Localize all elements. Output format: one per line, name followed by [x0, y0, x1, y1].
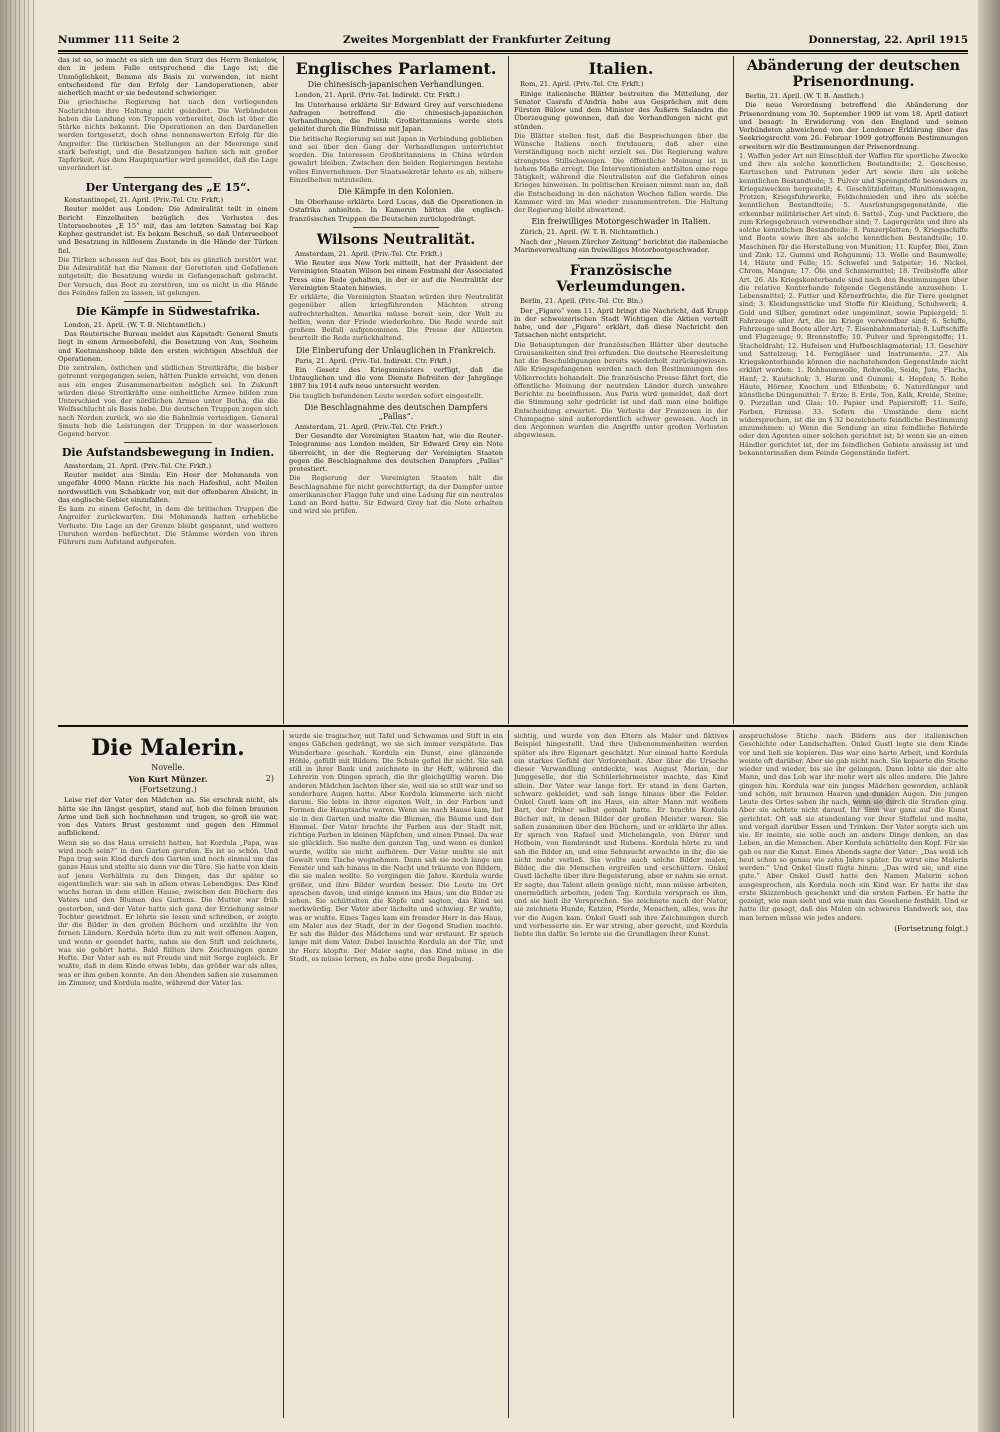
filler-text: Er erklärte, die Vereinigten Staaten würden ihre Neutralität gegenüber allen kriegführenden Mächten streng aufrechterhalten. Amerika müsse bereit sein, der Welt zu helfen, wenn der Friede wiederkehre. Die Rede wurde mit großem Beifall aufgenommen. Die Presse der Alliierten beurteilt die Rede zurückhaltend. [289, 293, 503, 343]
dateline: Amsterdam, 21. April. (Priv.-Tel. Ctr. Frkft.) [295, 249, 443, 258]
article-body: Reuter meldet aus London: Die Admiralität teilt in einem Bericht Einzelheiten bezüglich des Verlustes des Unterseebootes „E 15“ mit, das am letzten Samstag bei Kap Kephez gestrandet ist. Es bekam Beschuß, so daß Unterseeboot und Besatzung in hilflosem Zustande in die Hände der Türken fiel. [58, 205, 278, 255]
filler-text: Wenn sie so das Haus erreicht hatten, hat Kordula „Papa, was wird noch sein?“ in den Garten gerufen. Es ist so schön. Und Papa trug sein Kind durch den Garten und noch einmal um das ganze Haus und stellte sie dann vor die Türe. Sie hatte von klein auf jenes Verhältnis zu den Dingen, das ihr später so eigentümlich war: sie sah in allem etwas Lebendiges. Das Kind wuchs heran in dem stillen Hause, zwischen den Büchern des Vaters und den Blumen des Gartens. Die Mutter war früh gestorben, und der Vater hatte sich ganz der Erziehung seiner Tochter gewidmet. Er lehrte sie lesen und schreiben, er zeigte ihr die Bilder in den großen Büchern und erzählte ihr von fernen Ländern. Kordula hörte ihm zu mit weit offenen Augen, und wenn er geendet hatte, nahm sie den Stift und zeichnete, was sie gehört hatte. Bald füllten ihre Zeichnungen ganze Hefte. Der Vater sah es mit Freude und mit Sorge zugleich. Er wußte, daß in dem Kinde etwas lebte, das größer war als alles, was er ihm geben konnte. An den Abenden saßen sie zusammen im Zimmer, und Kordula malte, während der Vater las. [58, 838, 278, 987]
filler-text: Die Regierung der Vereinigten Staaten hält die Beschlagnahme für nicht gerechtfertigt, da der Dampfer unter amerikanischer Flagge fuhr und eine Ladung für ein neutrales Land an Bord hatte. Sir Edward Grey hat die Note erhalten und wird sie prüfen. [289, 474, 503, 516]
continuation-note: (Fortsetzung.) [139, 785, 197, 795]
column-divider [283, 730, 284, 1418]
filler-text: Es kam zu einem Gefecht, in dem die britischen Truppen die Angreifer zurückwarfen. Die Mohmands hatten erhebliche Verluste. Die Lage an der Grenze bleibt gespannt, und weitere Unruhen werden befürchtet. Die Stämme werden von ihren Führern zum Aufstand aufgerufen. [58, 505, 278, 547]
column-divider [508, 730, 509, 1418]
section-separator [353, 227, 439, 228]
headline-e15: Der Untergang des „E 15“. [85, 180, 251, 194]
novella-title: Die Malerin. [91, 735, 245, 761]
filler-text: 1. Waffen jeder Art mit Einschluß der Waffen für sportliche Zwecke und ihre als solche kenntlichen Bestandteile; 2. Geschosse, Kartuschen und Patronen jeder Art sowie ihre als solche kenntlichen Bestandteile; 3. Pulver und Sprengstoffe besonders zu Kriegszwecken hergestellt; 4. Geschützlafetten, Munitionswagen, Protzen, Kriegsfuhrwerke, Feldschmieden und ihre als solche kenntlichen Bestandteile; 5. Ausrüstungsgegenstände, die erkennbar militärischer Art sind; 6. Sattel-, Zug- und Packtiere, die zum Kriegsgebrauch verwendbar sind; 7. Lagergeräte und ihre als solche kenntlichen Bestandteile; 8. Panzerplatten; 9. Kriegsschiffe und Boote sowie ihre als solche kenntlichen Bestandteile; 10. Maschinen für die Herstellung von Munition; 11. Kupfer, Blei, Zinn und Zink; 12. Gummi und Rohgummi; 13. Wolle und Baumwolle; 14. Häute und Felle; 15. Schwefel und Salpeter; 16. Nickel, Chrom, Mangan; 17. Öle und Schmiermittel; 18. Treibstoffe aller Art. 26. Als Kriegskonterbande sind nach den Bestimmungen über die relative Konterbande folgende Gegenstände anzusehen: 1. Lebensmittel; 2. Futter und Körnerfrüchte, die für Tiere geeignet sind; 3. Kleidungsstücke und Stoffe für Kleidung, Schuhwerk; 4. Gold und Silber, gemünzt oder ungemünzt, sowie Papiergeld; 5. Fahrzeuge aller Art, die im Kriege verwendbar sind; 6. Schiffe, Fahrzeuge und Boote aller Art; 7. Eisenbahnmaterial; 8. Luftschiffe und Flugzeuge; 9. Brennstoffe; 10. Pulver und Sprengstoffe; 11. Stacheldraht; 12. Hufeisen und Hufbeschlagmaterial; 13. Geschirr und Sattelzeug; 14. Ferngläser und Instrumente. 27. Als Kriegskonterbande können die nachstehenden Gegenstände nicht erklärt werden: 1. Rohbaumwolle, Rohwolle, Seide, Jute, Flachs, Hanf; 2. Kautschuk; 3. Harze und Gummi; 4. Hopfen; 5. Rohe Häute, Hörner, Knochen und Elfenbein; 6. Naturdünger und künstliche Düngemittel; 7. Erze; 8. Erde, Ton, Kalk, Kreide, Steine; 9. Porzellan und Glas; 10. Papier und Papierstoff; 11. Seife, Farben, Firnisse. 33. Sofern die Umstände dem nicht widersprechen, ist die im § 32 bezeichnete feindliche Bestimmung anzunehmen: a) Wenn die Sendung an eine feindliche Behörde oder den Agenten einer solchen gerichtet ist; b) wenn sie an einen Händler gerichtet ist, der im feindlichen Gebiete ansässig ist und bekanntermaßen dem Feinde Gegenstände liefert. [739, 151, 968, 457]
filler-text: Die Behauptungen der französischen Blätter über deutsche Grausamkeiten sind frei erfunden. Die deutsche Heeresleitung hat die Beschuldigungen bereits wiederholt zurückgewiesen. Alle Kriegsgefangenen werden nach den Bestimmungen des Völkerrechts behandelt. Die französische Presse fährt fort, die öffentliche Meinung der neutralen Länder durch unwahre Berichte zu beeinflussen. Aus Paris wird gemeldet, daß dort die Stimmung sehr gedrückt ist und daß man eine baldige Entscheidung erwartet. Die Verluste der Franzosen in der Champagne sind außerordentlich schwer gewesen. Auch in den Argonnen wurden die Angriffe unter großen Verlusten abgewiesen. [514, 340, 728, 440]
to-be-continued: (Fortsetzung folgt.) [894, 923, 968, 933]
headline-italien: Italien. [588, 59, 654, 78]
dateline: Berlin, 21. April. (W. T. B. Amtlich.) [745, 92, 864, 101]
column-2 [289, 56, 503, 722]
headline-wilson: Wilsons Neutralität. [316, 231, 476, 248]
lead-paragraph: das ist so, so macht es sich um den Sturz des Herrn Benkelow, den in jedem Falle entsprechend die Lage ist; die Unmöglichkeit, Bemmo als Basis zu verwenden, ist nicht entscheidend für den Erfolg der Landoperationen, aber sicherlich macht er sie bedeutend schwieriger. [58, 56, 278, 97]
feuilleton-rule [58, 725, 968, 727]
article-body: Der „Figaro“ vom 11. April bringt die Nachricht, daß Krupp in der schweizerischen Stadt Wichtigen die Aktien verteilt habe, und der „Figaro“ erklärt, daß diese Nachricht den Tatsachen nicht entspricht. [514, 306, 728, 340]
article-body: Reuter meldet aus Simla: Ein Heer der Mohmands von ungefähr 4000 Mann rückte bis nach Hafeshul, acht Meilen nordwestlich von Schabkadr vor, mit der offenbaren Absicht, in das englische Gebiet einzufallen. [58, 471, 278, 504]
headline-indien: Die Aufstandsbewegung in Indien. [61, 446, 275, 460]
subheadline: Die Kämpfe in den Kolonien. [338, 187, 454, 197]
subheadline: Die Beschlagnahme des deutschen Dampfers „Pallas“. [304, 402, 488, 421]
dateline: London, 21. April. (W. T. B. Nichtamtlich.) [64, 320, 206, 329]
feuilleton-column-2 [289, 732, 503, 1418]
headline-parlament: Englisches Parlament. [295, 59, 497, 78]
filler-text: sichtig, und wurde von den Eltern als Maler und fiktives Beispiel hingestellt. Und ihre Unbenommenheiten wurden später als ihre Eigenart geschätzt. Nur einmal hatte Kordula ein starkes Gefühl der Verlorenheit. Aber über die Ursache dieser Verwandlung entdeckte, was August Merian, der Junggeselle, der die Schülerlehrmeister machte, das Kind allein. Der Vater war lange fort. Er stand in dem Garten, schwarz gekleidet, und sah lange hinaus über die Felder. Onkel Gustl kam oft ins Haus, ein alter Mann mit weißem Bart, der früher selbst gemalt hatte. Er brachte Kordula Bücher mit, in denen Bilder der großen Meister waren. Sie saßen zusammen über den Büchern, und er erklärte ihr alles. Er sprach von Rafael und Michelangelo, von Dürer und Holbein, von Rembrandt und Rubens. Kordula hörte zu und sah die Bilder an, und eine Sehnsucht erwachte in ihr, die sie nicht mehr verließ. Sie wollte auch solche Bilder malen, Bilder, die die Menschen ergreifen und erschüttern. Onkel Gustl lächelte über ihre Begeisterung, aber er nahm sie ernst. Er sagte, das Talent allein genüge nicht, man müsse arbeiten, unermüdlich arbeiten, jeden Tag. Kordula versprach es ihm, und sie hielt ihr Versprechen. Sie zeichnete nach der Natur, sie zeichnete Hunde, Katzen, Pferde, Menschen, alles, was ihr vor die Augen kam. Onkel Gustl sah ihre Zeichnungen durch und verbesserte sie. Er war streng, aber gerecht, und Kordula liebte ihn dafür. So lernte sie die Grundlagen ihrer Kunst. [514, 732, 728, 938]
page-edge [978, 0, 1000, 1432]
column-divider [733, 730, 734, 1418]
dateline: Amsterdam, 21. April. (Priv.-Tel. Ctr. Frkft.) [295, 422, 443, 431]
dateline: London, 21. April. (Priv.-Tel. Indirekt. Ctr. Frkft.) [295, 91, 460, 100]
column-1 [58, 56, 278, 722]
article-body: Der Gesandte der Vereinigten Staaten hat, wie die Reuter-Telegramme aus London melden, Sir Edward Grey ein Note überreicht, in der die Regierung der Vereinigten Staaten gegen die Beschlagnahme des deutschen Dampfers „Pallas“ protestiert. [289, 432, 503, 474]
feuilleton-column-4 [739, 732, 968, 1418]
filler-text: Die griechische Regierung hat nach den vorliegenden Nachrichten ihre Haltung nicht geändert. Die Verbündeten haben die Landung von Truppen vorbereitet, doch ist über die Stärke nichts bekannt. Die Operationen an den Dardanellen werden fortgesetzt, doch ohne nennenswerten Erfolg für die Angreifer. Die türkischen Stellungen an der Meerenge sind stark befestigt, und die Besatzungen halten sich mit großer Tapferkeit. Aus dem Hauptquartier wird gemeldet, daß die Lage unverändert ist. [58, 98, 278, 173]
filler-text: Die Blätter stellen fest, daß die Besprechungen über die Wünsche Italiens noch fortdauern, daß aber eine Verständigung noch nicht erzielt sei. Die Regierung wahre strengstes Stillschweigen. Die öffentliche Meinung ist in hohem Maße erregt. Die Interventionisten entfalten eine rege Tätigkeit, während die Neutralisten auf die Gefahren eines Krieges hinweisen. In politischen Kreisen nimmt man an, daß die Entscheidung in den nächsten Wochen fallen werde. Die Kammer wird im Mai wieder zusammentreten. Die Haltung der Regierung bleibt abwartend. [514, 131, 728, 215]
header-rule-thin [58, 53, 968, 54]
column-divider [733, 56, 734, 724]
article-body: Einige italienische Blätter bestreiten die Mitteilung, der Senator Casrafa d'Andria habe aus Gesprächen mit dem Fürsten Bülow und dem Minister des Äußern Salandra die Überzeugung gewonnen, daß die Verhandlungen nicht gut stünden. [514, 89, 728, 131]
subheadline: Die Einberufung der Unlauglichen in Frankreich. [295, 345, 497, 355]
book-binding [0, 0, 40, 1432]
novella-genre: Novelle. [151, 763, 185, 773]
section-separator [124, 442, 212, 443]
masthead [58, 32, 968, 50]
header-rule [58, 50, 968, 52]
paper-name: Zweites Morgenblatt der Frankfurter Zeitung [343, 34, 611, 46]
dateline: Rom, 21. April. (Priv.-Tel. Ctr. Frkft.) [520, 80, 644, 89]
byline-row [58, 774, 278, 785]
feuilleton-column-1 [58, 732, 278, 1418]
column-4 [739, 56, 968, 722]
headline-prisenordnung: Abänderung der deutschen Prisenordnung. [747, 58, 960, 91]
filler-text: Die zentralen, östlichen und südlichen Streitkräfte, die bisher getrennt vorgegangen seien, hätten Punkte erreicht, von denen aus ein enges Zusammenarbeiten möglich sei. In Zukunft würden diese Streitkräfte eine einheitliche Armee bilden zum Unterschied von der nördlichen Armee unter Botha, die die Wolfsschlucht als Basis habe. Die deutschen Truppen zogen sich nach Norden zurück, wo sie die Bahnlinie verteidigen. General Smuts hob die Leistungen der Truppen in der wasserlosen Gegend hervor. [58, 364, 278, 439]
novella-author: Von Kurt Münzer. [128, 774, 208, 785]
article-body: Wie Reuter aus New York mitteilt, hat der Präsident der Vereinigten Staaten Wilson bei einem Festmahl der Associated Press eine Rede gehalten, in der er auf die Neutralität der Vereinigten Staaten hinwies. [289, 259, 503, 292]
dateline: Paris, 21. April. (Priv.-Tel. Indirekt. Ctr. Frkft.) [295, 356, 452, 365]
article-body: Im Oberhause erklärte Lord Lucas, daß die Operationen in Ostafrika anhielten. In Kamerun hätten die englisch-französischen Truppen die Deutschen zurückgedrängt. [289, 198, 503, 223]
dateline: Berlin, 21. April. (Priv.-Tel. Ctr. Bln.) [520, 297, 643, 306]
headline-suedwestafrika: Die Kämpfe in Südwestafrika. [76, 305, 260, 319]
article-body: Die neue Verordnung betreffend die Abänderung der Prisenordnung vom 30. September 1909 ist vom 18. April datiert und besagt: In Erwiderung von den England und seinen Verbündeten abweichend von der Londoner Erklärung über das Seekriegsrecht vom 26. Februar 1909 getroffenen Bestimmungen erweitern wir die Bestimmungen der Prisenordnung. [739, 101, 968, 151]
filler-text: Die tauglich befundenen Leute werden sofort eingestellt. [289, 391, 484, 400]
subheadline: Ein freiwilliges Motorgeschwader in Italien. [531, 217, 711, 227]
article-body: Nach der „Neuen Zürcher Zeitung“ berichtet die italienische Marineverwaltung ein freiwilliges Motorbootgeschwader. [514, 237, 728, 254]
section-separator [124, 177, 212, 178]
issue-date: Donnerstag, 22. April 1915 [808, 34, 968, 46]
section-separator [578, 258, 664, 259]
dateline: Amsterdam, 21. April. (Priv.-Tel. Ctr. Frkft.) [64, 461, 212, 470]
column-3 [514, 56, 728, 722]
issue-number: Nummer 111 Seite 2 [58, 34, 180, 46]
filler-text: Die Türken schossen auf das Boot, bis es gänzlich zerstört war. Die Admiralität hat die Namen der Geretteten und Gefallenen mitgeteilt; die Besatzung wurde in Gefangenschaft gebracht. Der Versuch, das Boot zu zerstören, um es nicht in die Hände des Feindes fallen zu lassen, ist gelungen. [58, 255, 278, 297]
column-divider [283, 56, 284, 724]
filler-text: wurde sie tragischer, mit Tafel und Schwamm und Stift in ein enges Gäßchen gedrängt, wo sie sich immer verspätete. Das Wunderbare geschah. Kordula ein Dunst, eine glänzende Höhle, gefüllt mit Bildern. Die Schule gefiel ihr nicht. Sie saß still in ihrer Bank und zeichnete in ihr Heft, während die Lehrerin von Dingen sprach, die ihr gleichgültig waren. Die anderen Mädchen lachten über sie, weil sie so still war und so sonderbare Augen hatte. Aber Kordula kümmerte sich nicht darum. Sie lebte in ihrer eigenen Welt, in der Farben und Formen die Hauptsache waren. Wenn sie nach Hause kam, lief sie in den Garten und malte die Blumen, die Bäume und den Himmel. Der Vater brachte ihr Farben aus der Stadt mit, richtige Farben in kleinen Näpfchen, und einen Pinsel. Da war sie glücklich. Sie malte den ganzen Tag, und wenn es dunkel wurde, wollte sie nicht aufhören. Der Vater mußte sie mit Gewalt vom Tische wegnehmen. Dann saß sie noch lange am Fenster und sah hinaus in die Nacht und träumte von Bildern, die sie malen wollte. So vergingen die Jahre. Kordula wurde größer, und ihre Bilder wurden besser. Die Leute im Ort sprachen davon, und einige kamen ins Haus, um die Bilder zu sehen. Sie schüttelten die Köpfe und sagten, das Kind sei merkwürdig. Der Vater aber lächelte und schwieg. Er wußte, was er wußte. Eines Tages kam ein fremder Herr in das Haus, ein Maler aus der Stadt, der in der Gegend Studien machte. Er sah die Bilder des Mädchens und war erstaunt. Er sprach lange mit dem Vater. Dabei lauschte Kordula an der Tür, und ihr Herz klopfte. Der Maler sagte, das Kind müsse in die Stadt, es müsse lernen, es habe eine große Begabung. [289, 732, 503, 963]
column-divider [508, 56, 509, 724]
article-body: Im Unterhause erklärte Sir Edward Grey auf verschiedene Anfragen betreffend die chinesisch-japanischen Verhandlungen, die Politik Großbritanniens werde stets geleitet durch die Bündnisse mit Japan. [289, 100, 503, 134]
article-body: Das Reuterische Bureau meldet aus Kapstadt: General Smuts liegt in einem Armeebefehl, die Besetzung von Aus, Seeheim und Keetmanshoop bilde den ersten wichtigen Abschluß der Operationen. [58, 330, 278, 363]
subheadline: Die chinesisch-japanischen Verhandlungen. [307, 80, 485, 90]
article-body: Ein Gesetz des Kriegsministers verfügt, daß die Untauglichen und die vom Dienste Befreiten der Jahrgänge 1887 bis 1914 aufs neue untersucht werden. [289, 365, 503, 391]
section-separator [124, 301, 212, 302]
dateline: Zürich, 21. April. (W. T. B. Nichtamtlich.) [520, 228, 659, 237]
headline-verleumdungen: Französische Verleumdungen. [556, 263, 686, 296]
feuilleton-column-3 [514, 732, 728, 1418]
installment-number: 2) [265, 774, 274, 784]
dateline: Konstantinopel, 21. April. (Priv.-Tel. Ctr. Frkft.) [64, 196, 224, 205]
novella-opening: Leise rief der Vater den Mädchen an. Sie erschrak nicht, als hätte sie ihn längst gespürt, stand auf, hob die feinen braunen Arme und ließ sich hochnehmen und trugen, so groß sie war, von des Vaters Brust gestemmt und gegen den Himmel aufblickend. [58, 796, 278, 838]
filler-text: anspruchslose Stiche nach Bildern aus der italienischen Geschichte oder Landschaften. Onkel Gustl legte sie dem Kinde vor und ließ sie kopieren. Das war eine harte Arbeit, und Kordula weinte oft darüber. Aber sie gab nicht nach. Sie kopierte die Stiche wieder und wieder, bis sie ihr gelangen. Dann lobte sie der alte Mann, und das Lob war ihr mehr wert als alles andere. Die Jahre gingen hin. Kordula war ein junges Mädchen geworden, schlank und schön, mit braunen Haaren und dunklen Augen. Die jungen Leute des Ortes sahen ihr nach, wenn sie durch die Straßen ging. Aber sie achtete nicht darauf. Ihr Sinn war ganz auf die Kunst gerichtet. Oft saß sie stundenlang vor ihrer Staffelei und malte, und vergaß darüber Essen und Trinken. Der Vater sorgte sich um sie. Er meinte, sie solle auch an andere Dinge denken, an das Leben, an die Menschen. Aber Kordula schüttelte den Kopf. Für sie gab es nur die Kunst. Eines Abends sagte der Vater: „Das weiß ich heut schon so genau wie zehn Jahre später. Du wirst eine Malerin werden.“ Und Onkel Gustl fügte hinzu: „Das wird sie, und eine gute.“ Aber Onkel Gustl hatte den Namen Malerin schon ausgesprochen, als Kordula noch ein Kind war. Er hatte ihr das erste Skizzenbuch geschenkt und die ersten Farben. Er hatte ihr gezeigt, wie man sieht und wie man das Gesehene festhält. Und er hatte ihr gesagt, daß das Malen ein schweres Handwerk sei, das man lernen müsse wie jedes andere. [739, 732, 968, 922]
filler-text: Die britische Regierung sei mit Japan in Verbindung geblieben und sei über den Gang der Verhandlungen unterrichtet worden. Die Interessen Großbritanniens in China würden gewahrt bleiben. Zwischen den beiden Regierungen bestehe volles Einvernehmen. Der Staatssekretär lehnte es ab, nähere Einzelheiten mitzuteilen. [289, 134, 503, 184]
